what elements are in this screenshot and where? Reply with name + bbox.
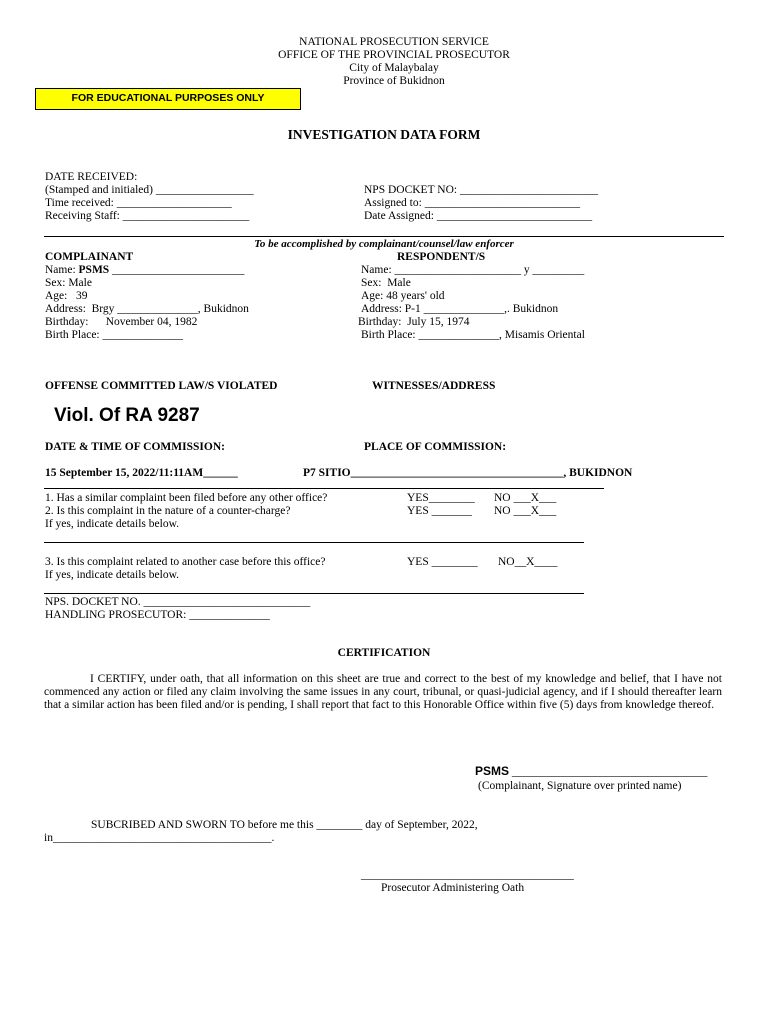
question-1-yes: YES________: [407, 492, 475, 504]
respondent-address: Address: P-1 ______________,. Bukidnon: [361, 303, 559, 315]
header-office-line-2: OFFICE OF THE PROVINCIAL PROSECUTOR: [278, 49, 510, 61]
question-3-no: NO__X____: [498, 556, 558, 568]
date-received-label: DATE RECEIVED:: [45, 171, 138, 183]
prosecutor-signature-line: _____________________________________: [361, 869, 574, 881]
form-title: INVESTIGATION DATA FORM: [287, 127, 481, 142]
date-time-value: 15 September 15, 2022/11:11AM______: [45, 467, 238, 479]
nps-docket-field: NPS DOCKET NO: ________________________: [364, 184, 598, 196]
complainant-name-label: Name:: [45, 264, 79, 276]
complainant-name-blank: _______________________: [109, 264, 245, 276]
complainant-name-field: [45, 264, 244, 277]
prosecutor-caption: Prosecutor Administering Oath: [381, 882, 525, 894]
educational-purposes-notice: FOR EDUCATIONAL PURPOSES ONLY: [35, 88, 301, 110]
complainant-birth-place: Birth Place: ______________: [45, 329, 183, 341]
complainant-signature-line: [475, 765, 707, 779]
assigned-to-field: Assigned to: ___________________________: [364, 197, 580, 209]
complainant-sex: Sex: Male: [45, 277, 92, 289]
certification-heading: CERTIFICATION: [337, 647, 431, 659]
signature-blank: __________________________________: [509, 766, 708, 778]
date-time-heading: DATE & TIME OF COMMISSION:: [45, 441, 225, 453]
respondent-sex: Sex: Male: [361, 277, 411, 289]
question-3-yes: YES ________: [407, 556, 478, 568]
question-3-details-line: [44, 593, 584, 594]
respondent-name-field: Name: ______________________ y _________: [361, 264, 585, 276]
certification-body: I CERTIFY, under oath, that all information on this sheet are true and correct to the best of my knowledge and belief, that I have not commenced any action or filed any claim involving the same issues in any court, tribunal, or quasi-judicial agency, and if I should thereafter learn that a similar action has been filed and/or is pending, I shall report that fact to this Honorable Office within five (5) days from knowledge thereof.: [44, 673, 722, 711]
receiving-staff-field: Receiving Staff: ______________________: [45, 210, 250, 222]
offense-heading: OFFENSE COMMITTED LAW/S VIOLATED: [45, 380, 278, 392]
signature-name: PSMS: [475, 764, 510, 778]
complainant-name-value: PSMS: [78, 264, 110, 276]
question-1: 1. Has a similar complaint been filed before any other office?: [45, 492, 328, 504]
complainant-heading: COMPLAINANT: [45, 251, 134, 263]
sworn-statement: SUBCRIBED AND SWORN TO before me this ________ day of September, 2022,: [91, 819, 478, 831]
signature-caption: (Complainant, Signature over printed name): [478, 780, 682, 792]
accomplish-note: To be accomplished by complainant/counsel/law enforcer: [254, 238, 514, 250]
respondent-birthday: Birthday: July 15, 1974: [358, 316, 470, 328]
respondent-birth-place: Birth Place: ______________, Misamis Oriental: [361, 329, 585, 341]
header-office-line-1: NATIONAL PROSECUTION SERVICE: [299, 36, 489, 48]
stamped-initialed-field: (Stamped and initialed) _________________: [45, 184, 254, 196]
offense-value: Viol. Of RA 9287: [54, 405, 200, 426]
witnesses-heading: WITNESSES/ADDRESS: [372, 380, 496, 392]
handling-prosecutor-field: HANDLING PROSECUTOR: ______________: [45, 609, 270, 621]
date-assigned-field: Date Assigned: ___________________________: [364, 210, 593, 222]
question-3: 3. Is this complaint related to another case before this office?: [45, 556, 326, 568]
complainant-address: Address: Brgy ______________, Bukidnon: [45, 303, 249, 315]
question-2-yes: YES _______: [407, 505, 472, 517]
complainant-age: Age: 39: [45, 290, 88, 302]
place-value: P7 SITIO_____________________________________, BUKIDNON: [303, 467, 633, 479]
sworn-location: in______________________________________.: [44, 832, 275, 844]
section-divider: [44, 236, 724, 237]
commission-divider: [44, 488, 604, 489]
question-3-details-note: If yes, indicate details below.: [45, 569, 180, 581]
question-2-details-note: If yes, indicate details below.: [45, 518, 180, 530]
respondent-heading: RESPONDENT/S: [397, 251, 486, 263]
complainant-birthday: Birthday: November 04, 1982: [45, 316, 198, 328]
nps-docket-footer: NPS. DOCKET NO. _____________________________: [45, 596, 311, 608]
header-province: Province of Bukidnon: [343, 75, 445, 87]
question-2: 2. Is this complaint in the nature of a counter-charge?: [45, 505, 291, 517]
question-2-details-line: [44, 542, 584, 543]
respondent-age: Age: 48 years' old: [361, 290, 445, 302]
header-city: City of Malaybalay: [349, 62, 439, 74]
question-1-no: NO ___X___: [494, 492, 557, 504]
place-heading: PLACE OF COMMISSION:: [364, 441, 507, 453]
question-2-no: NO ___X___: [494, 505, 557, 517]
time-received-field: Time received: ____________________: [45, 197, 232, 209]
